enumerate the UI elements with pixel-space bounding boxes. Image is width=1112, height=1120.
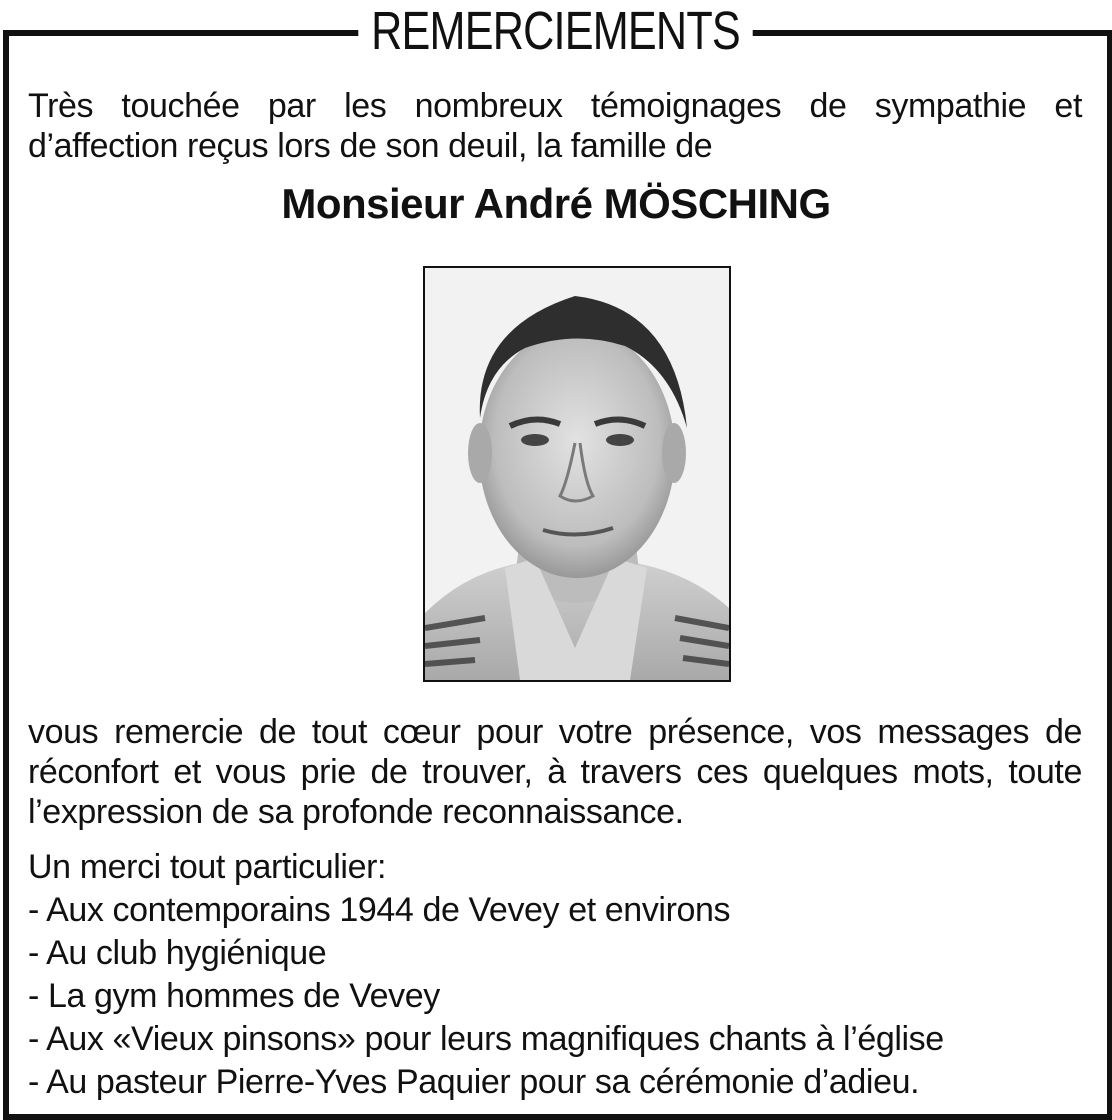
list-item: - Au club hygiénique (28, 934, 327, 972)
notice-heading-wrap (0, 0, 1112, 76)
special-thanks-list (28, 846, 1082, 1104)
special-thanks-intro: Un merci tout particulier: (28, 848, 387, 886)
notice-heading: REMERCIEMENTS (359, 0, 753, 62)
list-item: - Au pasteur Pierre-Yves Paquier pour sa cérémonie d’adieu. (28, 1063, 920, 1101)
list-item: - Aux contemporains 1944 de Vevey et environs (28, 891, 731, 929)
list-item: - La gym hommes de Vevey (28, 977, 440, 1015)
deceased-name: Monsieur André MÖSCHING (281, 180, 831, 227)
portrait-photo (423, 266, 731, 682)
list-item: - Aux «Vieux pinsons» pour leurs magnifiques chants à l’église (28, 1020, 944, 1058)
thanks-paragraph: vous remercie de tout cœur pour votre présence, vos messages de réconfort et vous prie de trouver, à travers ces quelques mots, toute l’expression de sa profonde reconnaissance. (28, 713, 1082, 831)
intro-paragraph: Très touchée par les nombreux témoignages de sympathie et d’affection reçus lors de son deuil, la famille de (28, 87, 1082, 165)
